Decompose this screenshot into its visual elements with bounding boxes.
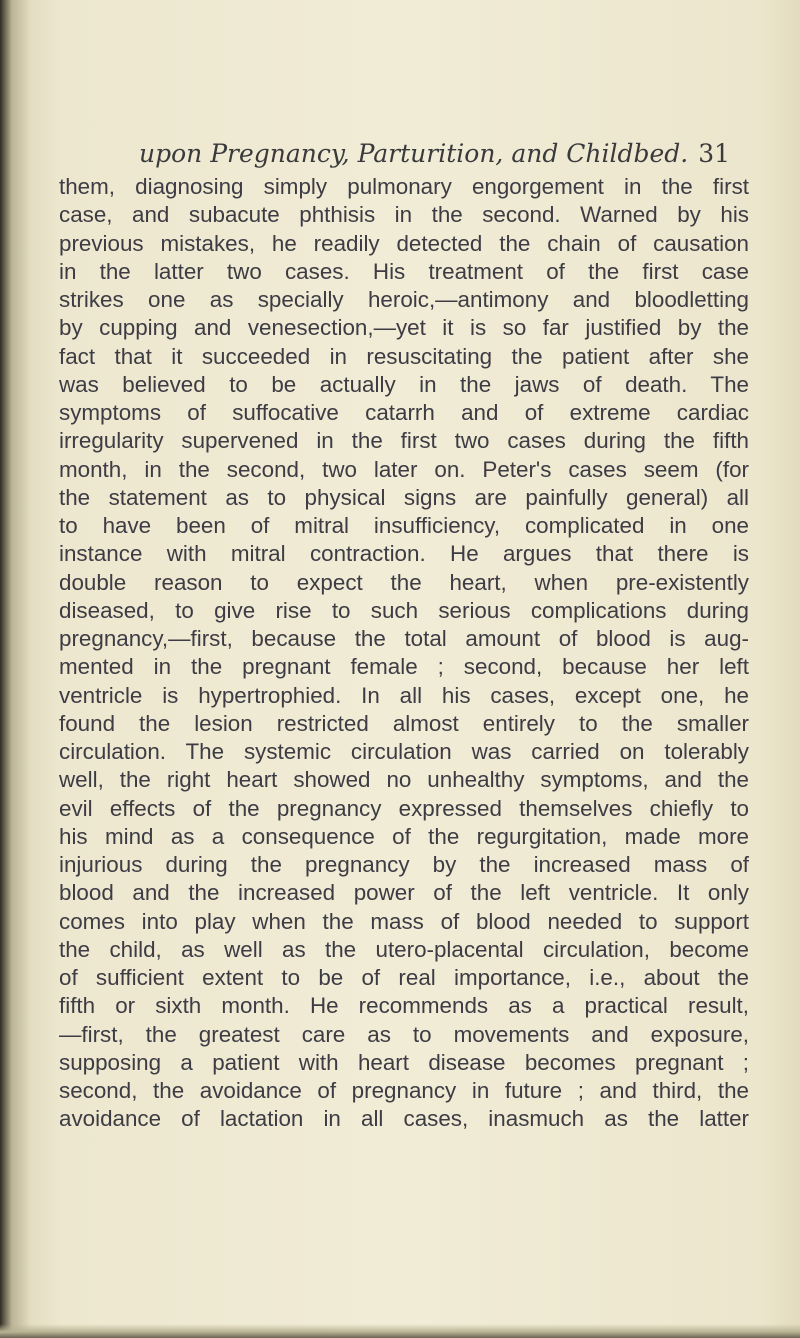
text-line: them, diagnosing simply pulmonary engorgement in the first xyxy=(59,174,749,199)
text-line: —first, the greatest care as to movements and exposure, xyxy=(59,1021,749,1047)
text-line: his mind as a consequence of the regurgitation, made more xyxy=(59,823,749,849)
text-line: pregnancy,—first, because the total amount of blood is aug- xyxy=(59,626,749,651)
running-head-title: upon Pregnancy, Parturition, and Childbed. xyxy=(139,139,689,168)
text-line: of sufficient extent to be of real importance, i.e., about the xyxy=(59,965,749,990)
text-line: irregularity supervened in the first two cases during the fifth xyxy=(59,428,749,454)
page-number: 31 xyxy=(698,139,730,168)
text-line: blood and the increased power of the left ventricle. It only xyxy=(59,880,749,906)
body-text xyxy=(59,173,749,1134)
text-line: strikes one as specially heroic,—antimony and bloodletting xyxy=(59,287,749,312)
text-line: well, the right heart showed no unhealthy symptoms, and the xyxy=(59,767,749,793)
text-line: supposing a patient with heart disease becomes pregnant ; xyxy=(59,1049,749,1075)
text-line: fifth or sixth month. He recommends as a practical result, xyxy=(59,993,749,1019)
text-line: by cupping and venesection,—yet it is so far justified by the xyxy=(59,315,749,341)
page-bottom-edge xyxy=(0,1324,800,1338)
text-line: circulation. The systemic circulation was carried on tolerably xyxy=(59,739,749,764)
text-line: evil effects of the pregnancy expressed themselves chiefly to xyxy=(59,795,749,821)
binding-gutter-shadow xyxy=(0,0,30,1338)
text-line: fact that it succeeded in resuscitating the patient after she xyxy=(59,343,749,369)
text-line: symptoms of suffocative catarrh and of extreme cardiac xyxy=(59,400,749,425)
text-line: double reason to expect the heart, when pre-existently xyxy=(59,569,749,595)
text-line: instance with mitral contraction. He argues that there is xyxy=(59,541,749,567)
text-line: in the latter two cases. His treatment of the first case xyxy=(59,258,749,284)
text-line: previous mistakes, he readily detected the chain of causation xyxy=(59,230,749,256)
text-line: the statement as to physical signs are painfully general) all xyxy=(59,484,749,510)
text-line: comes into play when the mass of blood needed to support xyxy=(59,908,749,934)
text-line: case, and subacute phthisis in the second. Warned by his xyxy=(59,202,749,228)
text-line: mented in the pregnant female ; second, because her left xyxy=(59,654,749,680)
text-line: was believed to be actually in the jaws of death. The xyxy=(59,371,749,397)
text-line: second, the avoidance of pregnancy in future ; and third, the xyxy=(59,1078,749,1103)
text-line: the child, as well as the utero-placental circulation, become xyxy=(59,936,749,962)
text-line: injurious during the pregnancy by the increased mass of xyxy=(59,852,749,877)
text-line: diseased, to give rise to such serious complications during xyxy=(59,597,749,623)
text-line: to have been of mitral insufficiency, complicated in one xyxy=(59,513,749,538)
text-line: avoidance of lactation in all cases, inasmuch as the latter xyxy=(59,1106,749,1132)
text-line: month, in the second, two later on. Peter's cases seem (for xyxy=(59,456,749,482)
text-line: found the lesion restricted almost entirely to the smaller xyxy=(59,710,749,736)
text-line: ventricle is hypertrophied. In all his cases, except one, he xyxy=(59,682,749,708)
